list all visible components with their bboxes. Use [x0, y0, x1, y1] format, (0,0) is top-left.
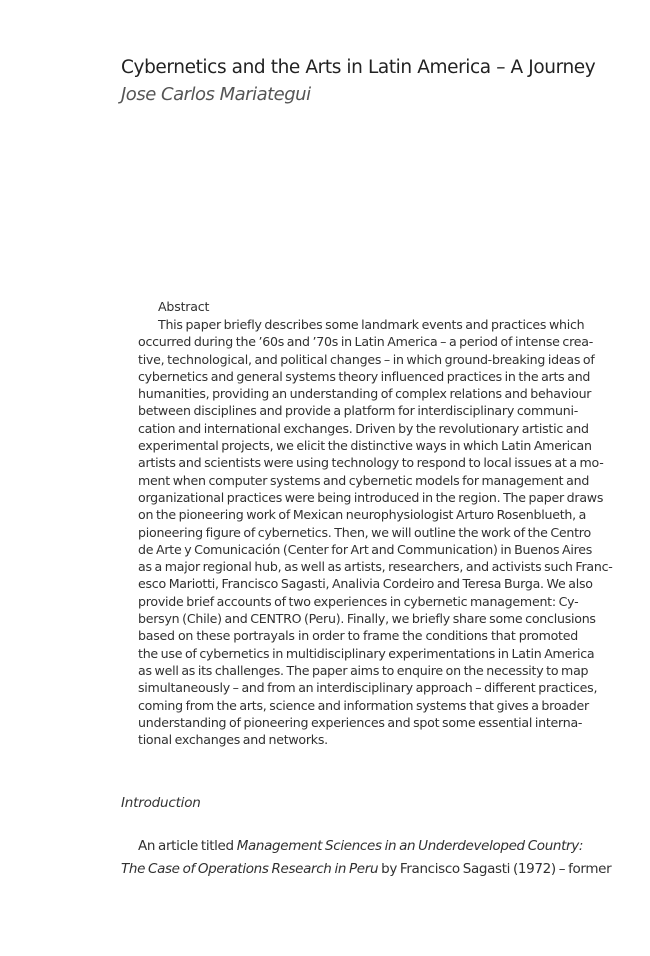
- abstract-line: provide brief accounts of two experiences in cybernetic management: Cy-: [138, 593, 579, 609]
- abstract-line: between disciplines and provide a platform for interdisciplinary communi-: [138, 403, 578, 419]
- cited-article-title: The Case of Operations Research in Peru: [121, 861, 379, 877]
- introduction-paragraph: [121, 835, 612, 881]
- introduction-heading: Introduction: [121, 795, 201, 811]
- abstract-line: pioneering figure of cybernetics. Then, we will outline the work of the Centro: [138, 524, 591, 540]
- abstract-line: cation and international exchanges. Driven by the revolutionary artistic and: [138, 420, 589, 436]
- abstract-line: de Arte y Comunicación (Center for Art and Communication) in Buenos Aires: [138, 541, 593, 557]
- abstract-line: as a major regional hub, as well as artists, researchers, and activists such Franc-: [138, 559, 613, 575]
- abstract-line: tive, technological, and political changes – in which ground-breaking ideas of: [138, 351, 595, 367]
- abstract-line: coming from the arts, science and information systems that gives a broader: [138, 697, 589, 713]
- abstract-line: based on these portrayals in order to frame the conditions that promoted: [138, 628, 578, 644]
- abstract-line: bersyn (Chile) and CENTRO (Peru). Finally, we briefly share some conclusions: [138, 611, 596, 627]
- abstract-line: as well as its challenges. The paper aims to enquire on the necessity to map: [138, 662, 589, 678]
- abstract-line: ment when computer systems and cybernetic models for management and: [138, 472, 590, 488]
- abstract-line: tional exchanges and networks.: [138, 732, 328, 748]
- abstract-heading: Abstract: [158, 299, 210, 314]
- abstract-line: experimental projects, we elicit the distinctive ways in which Latin American: [138, 438, 592, 454]
- abstract-line: humanities, providing an understanding of complex relations and behaviour: [138, 386, 592, 402]
- abstract-line: This paper briefly describes some landmark events and practices which: [158, 317, 585, 332]
- abstract-section: [138, 297, 613, 748]
- abstract-line: cybernetics and general systems theory influenced practices in the arts and: [138, 368, 591, 384]
- abstract-line: occurred during the ’60s and ’70s in Latin America – a period of intense crea-: [138, 334, 593, 350]
- abstract-line: organizational practices were being introduced in the region. The paper draws: [138, 489, 604, 505]
- abstract-line: artists and scientists were using technology to respond to local issues at a mo-: [138, 455, 604, 471]
- cited-article-title: Management Sciences in an Underdeveloped Country:: [236, 838, 584, 854]
- paper-author: Jose Carlos Mariategui: [121, 84, 311, 105]
- paper-title: Cybernetics and the Arts in Latin America – A Journey: [121, 57, 596, 78]
- paragraph-text: by Francisco Sagasti (1972) – former: [378, 861, 612, 877]
- paragraph-line: [121, 858, 612, 881]
- abstract-line: esco Mariotti, Francisco Sagasti, Analivia Cordeiro and Teresa Burga. We also: [138, 576, 593, 592]
- paragraph-text: An article titled: [138, 838, 237, 854]
- abstract-line: understanding of pioneering experiences and spot some essential interna-: [138, 714, 583, 730]
- abstract-line: the use of cybernetics in multidisciplinary experimentations in Latin America: [138, 645, 595, 661]
- abstract-line: simultaneously – and from an interdisciplinary approach – different practices,: [138, 680, 598, 696]
- abstract-line: on the pioneering work of Mexican neurophysiologist Arturo Rosenblueth, a: [138, 507, 587, 523]
- paragraph-line: [121, 835, 584, 858]
